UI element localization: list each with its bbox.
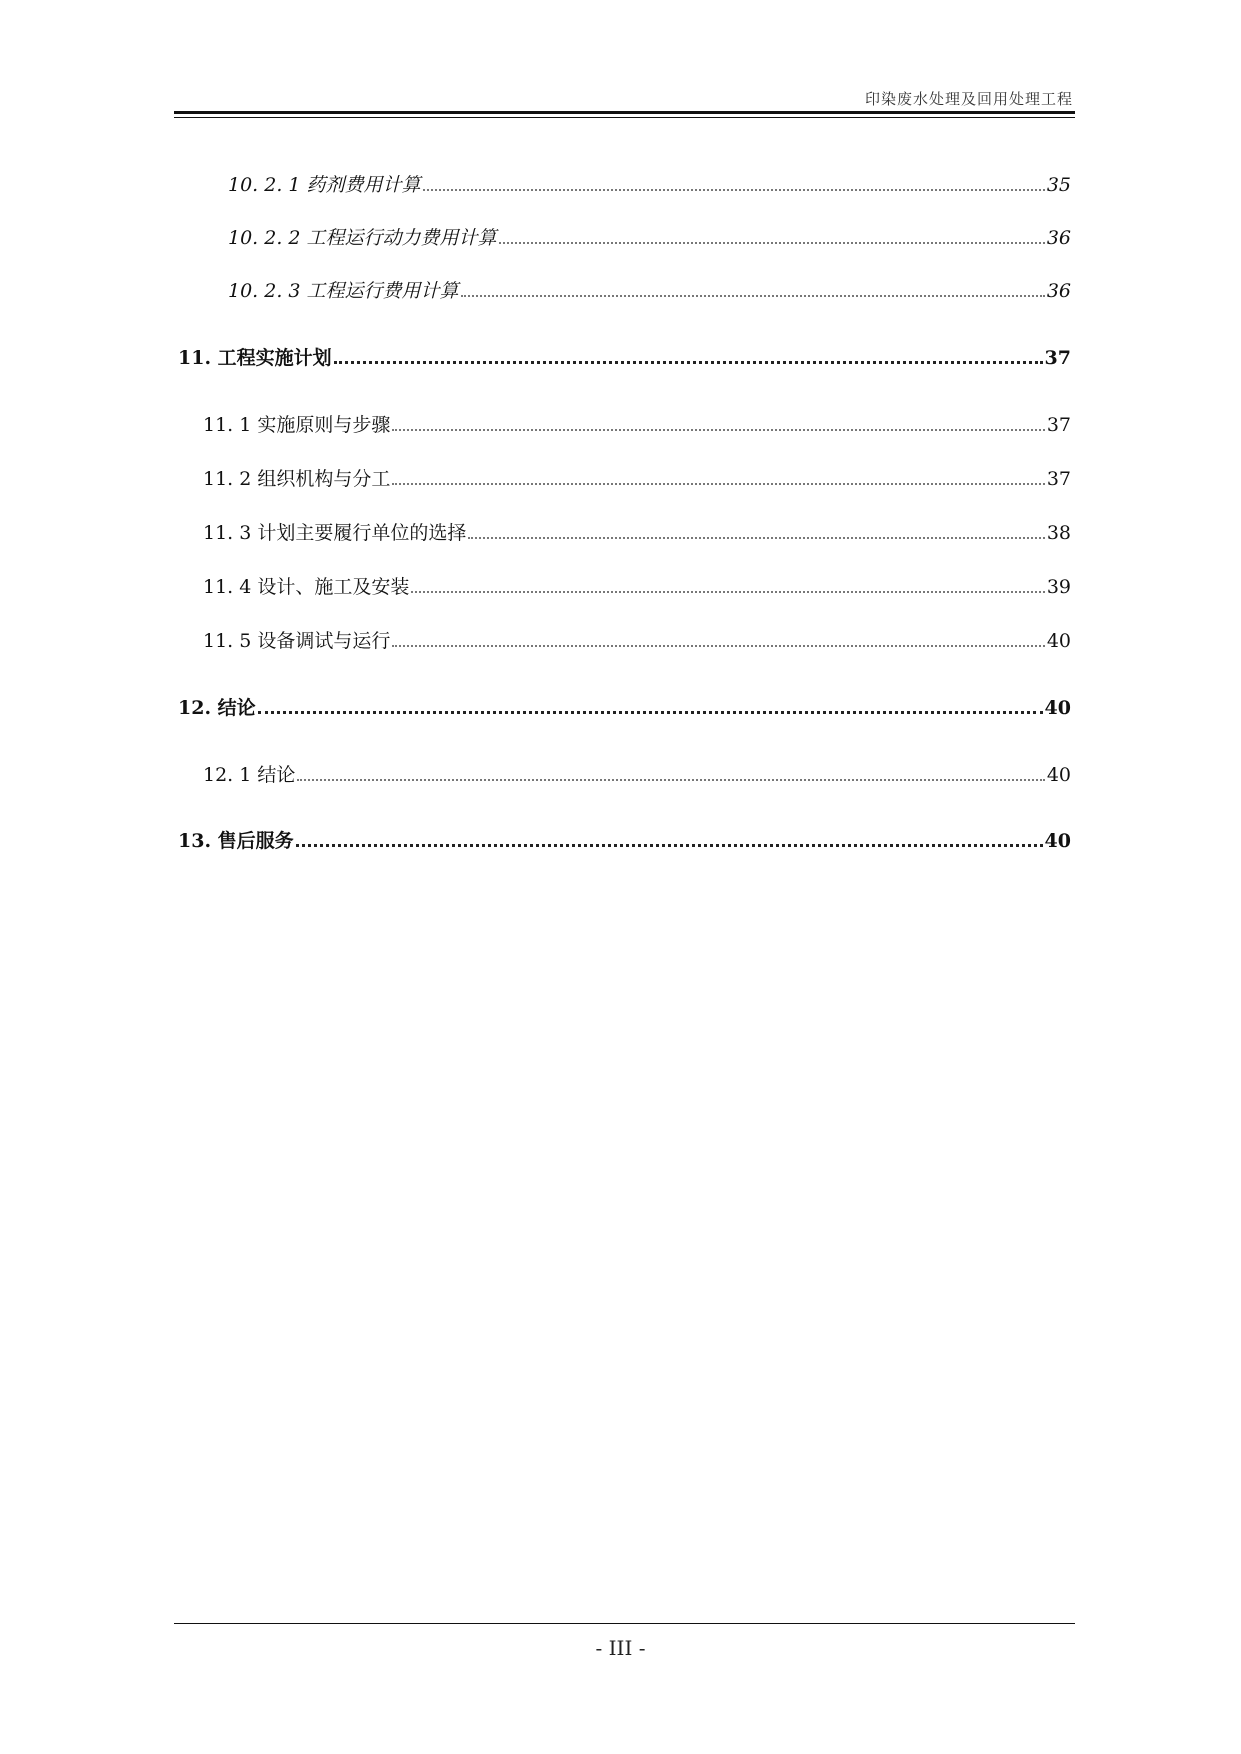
header-rule-thin xyxy=(174,117,1075,118)
toc-entry-label: 12. 1 结论 xyxy=(203,764,296,786)
toc-page-number: 35 xyxy=(1046,174,1071,196)
dot-leader xyxy=(392,429,1044,431)
dot-leader xyxy=(297,779,1044,781)
toc-page-number: 40 xyxy=(1046,764,1071,786)
toc-page-number: 39 xyxy=(1046,576,1071,598)
toc-page-number: 37 xyxy=(1044,347,1071,369)
toc-page-number: 36 xyxy=(1046,280,1071,302)
toc-entry-13[interactable] xyxy=(178,827,1071,853)
dot-leader xyxy=(423,189,1045,191)
toc-entry-label: 10. 2. 3 工程运行费用计算 xyxy=(228,280,459,302)
toc-entry-11[interactable] xyxy=(178,344,1071,370)
toc-page-number: 37 xyxy=(1046,414,1071,436)
toc-entry-label: 11. 2 组织机构与分工 xyxy=(203,468,391,490)
dot-leader xyxy=(258,711,1043,714)
toc-page-number: 40 xyxy=(1044,830,1071,852)
toc-page-number: 40 xyxy=(1046,630,1071,652)
toc-entry-label: 11. 1 实施原则与步骤 xyxy=(203,414,391,436)
toc-entry-label: 11. 5 设备调试与运行 xyxy=(203,630,391,652)
toc-entry-11-5[interactable] xyxy=(203,627,1071,653)
dot-leader xyxy=(296,844,1043,847)
toc-entry-10-2-1[interactable] xyxy=(228,171,1071,197)
dot-leader xyxy=(392,645,1044,647)
toc-entry-label: 10. 2. 1 药剂费用计算 xyxy=(228,174,421,196)
dot-leader xyxy=(499,242,1045,244)
toc-entry-11-3[interactable] xyxy=(203,519,1071,545)
page-number: - III - xyxy=(595,1636,646,1660)
toc-entry-label: 13. 售后服务 xyxy=(178,830,294,852)
header-rule xyxy=(174,111,1075,114)
toc-entry-10-2-2[interactable] xyxy=(228,224,1071,250)
toc-page-number: 38 xyxy=(1046,522,1071,544)
document-title: 印染废水处理及回用处理工程 xyxy=(864,90,1073,108)
toc-page-number: 40 xyxy=(1044,697,1071,719)
toc-page-number: 37 xyxy=(1046,468,1071,490)
dot-leader xyxy=(392,483,1044,485)
toc-entry-label: 12. 结论 xyxy=(178,697,256,719)
toc-entry-label: 10. 2. 2 工程运行动力费用计算 xyxy=(228,227,497,249)
toc-entry-10-2-3[interactable] xyxy=(228,277,1071,303)
dot-leader xyxy=(334,361,1043,364)
toc-entry-11-2[interactable] xyxy=(203,465,1071,491)
toc-page-number: 36 xyxy=(1046,227,1071,249)
toc-entry-11-1[interactable] xyxy=(203,411,1071,437)
dot-leader xyxy=(468,537,1044,539)
toc-entry-label: 11. 3 计划主要履行单位的选择 xyxy=(203,522,467,544)
dot-leader xyxy=(461,295,1045,297)
toc-entry-label: 11. 工程实施计划 xyxy=(178,347,332,369)
toc-entry-label: 11. 4 设计、施工及安装 xyxy=(203,576,410,598)
footer-rule xyxy=(174,1623,1075,1624)
toc-entry-11-4[interactable] xyxy=(203,573,1071,599)
toc-entry-12-1[interactable] xyxy=(203,761,1071,787)
toc-entry-12[interactable] xyxy=(178,694,1071,720)
dot-leader xyxy=(411,591,1044,593)
